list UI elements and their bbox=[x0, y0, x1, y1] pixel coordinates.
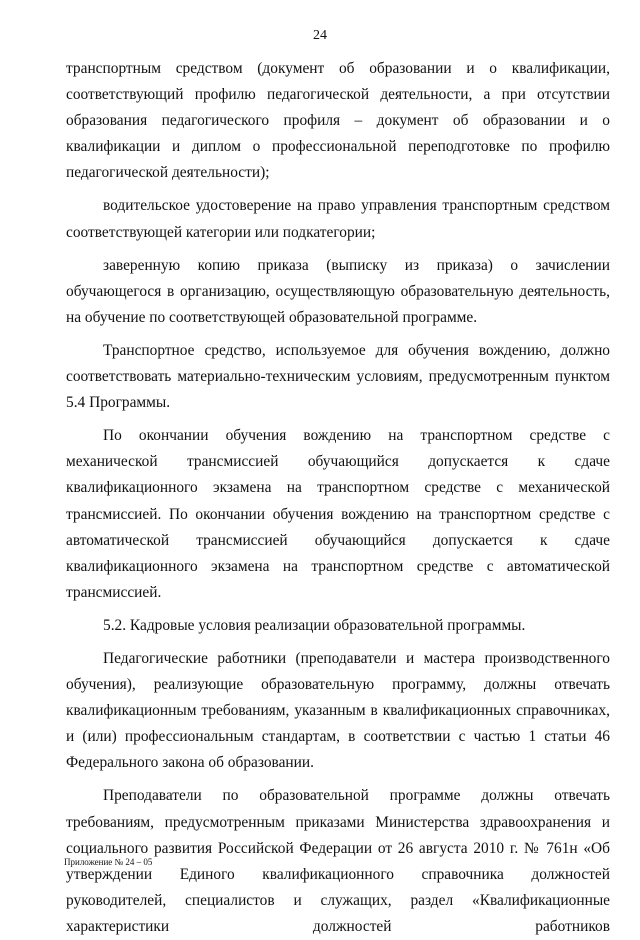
paragraph-2: водительское удостоверение на право управления транспортным средством соответствующей категории или подкатегории; bbox=[66, 197, 610, 241]
paragraph-8: Преподаватели по образовательной программе должны отвечать требованиям, предусмотренным приказами Министерства здравоохранения и социального развития Российской Федерации от 26 августа 2010 г. № 761н «Об утверждении Единого квалификационного справочника должностей руководителей, специалистов и служащих, раздел «Квалификационные характеристики должностей работников bbox=[66, 787, 610, 935]
paragraph-1-continuation: транспортным средством (документ об образовании и о квалификации, соответствующий профилю педагогической деятельности, а при отсутствии образования педагогического профиля – документ об образовании и о квалификации и диплом о профессиональной переподготовке по профилю педагогической деятельности); bbox=[66, 60, 610, 182]
paragraph-7: Педагогические работники (преподаватели и мастера производственного обучения), реализующие образовательную программу, должны отвечать квалификационным требованиям, указанным в квалификационных справочниках, и (или) профессиональным стандартам, в соответствии с частью 1 статьи 46 Федерального закона об образовании. bbox=[66, 649, 610, 772]
paragraph-5: По окончании обучения вождению на транспортном средстве с механической трансмиссией обучающийся допускается к сдаче квалификационного экзамена на транспортном средстве с механической трансмиссией. По окончании обучения вождению на транспортном средстве с автоматической трансмиссией обучающийся допускается к сдаче квалификационного экзамена на транспортном средстве с автоматической трансмиссией. bbox=[66, 427, 610, 601]
paragraph-4: Транспортное средство, используемое для обучения вождению, должно соответствовать материально-техническим условиям, предусмотренным пунктом 5.4 Программы. bbox=[66, 341, 610, 412]
paragraph-3: заверенную копию приказа (выписку из приказа) о зачислении обучающегося в организацию, осуществляющую образовательную деятельность, на обучение по соответствующей образовательной программе. bbox=[66, 256, 610, 326]
section-heading-5-2: 5.2. Кадровые условия реализации образовательной программы. bbox=[103, 616, 526, 634]
page-body bbox=[66, 56, 610, 940]
page-number: 24 bbox=[313, 28, 327, 43]
footer-note: Приложение № 24 – 05 bbox=[64, 857, 153, 867]
